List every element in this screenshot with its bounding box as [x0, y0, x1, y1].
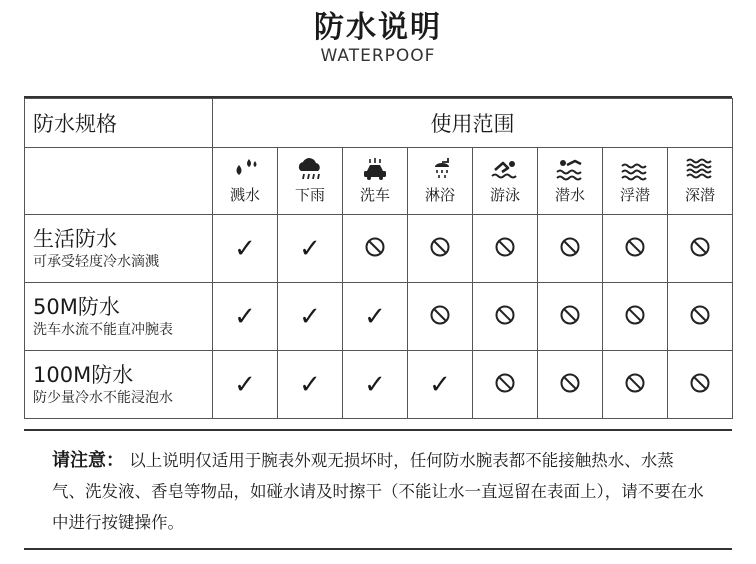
deep-waves-icon — [685, 157, 715, 181]
usage-col-carwash — [343, 148, 408, 215]
rain-cloud-icon — [295, 157, 325, 181]
row-desc: 防少量冷水不能浸泡水 — [33, 389, 173, 406]
row-desc: 可承受轻度冷水滴溅 — [33, 253, 159, 270]
prohibited-icon — [364, 236, 386, 258]
prohibited-icon — [494, 236, 516, 258]
mark-cell — [408, 351, 473, 419]
usage-col-snorkel — [603, 148, 668, 215]
usage-label: 溅水 — [229, 186, 260, 204]
check-mark-icon: ✓ — [234, 369, 256, 400]
prohibited-icon — [429, 236, 451, 258]
snorkel-waves-icon — [620, 157, 650, 181]
usage-label: 深潜 — [684, 186, 715, 204]
row-header — [25, 215, 213, 283]
mark-cell — [408, 215, 473, 283]
splash-drops-icon — [230, 157, 260, 181]
page-subtitle: WATERPOOF — [320, 46, 436, 66]
spec-row-100m — [25, 351, 733, 419]
mark-cell — [473, 283, 538, 351]
mark-cell — [538, 283, 603, 351]
mark-cell — [668, 351, 733, 419]
spec-row-50m — [25, 283, 733, 351]
mark-cell — [408, 283, 473, 351]
swimming-icon — [490, 157, 520, 181]
notice-text: 以上说明仅适用于腕表外观无损坏时，任何防水腕表都不能接触热水、水蒸气、洗发液、香皂等物品，如碰水请及时擦干（不能让水一直逗留在表面上），请不要在水中进行按键操作。 — [52, 451, 704, 532]
car-wash-icon — [360, 157, 390, 181]
prohibited-icon — [624, 236, 646, 258]
prohibited-icon — [429, 304, 451, 326]
prohibited-icon — [689, 304, 711, 326]
prohibited-icon — [689, 236, 711, 258]
mark-cell — [473, 215, 538, 283]
mark-cell — [213, 283, 278, 351]
usage-header: 使用范围 — [430, 112, 515, 136]
mark-cell — [603, 351, 668, 419]
usage-col-rain — [278, 148, 343, 215]
check-mark-icon: ✓ — [429, 369, 451, 400]
spec-header: 防水规格 — [33, 112, 117, 136]
spec-row-daily — [25, 215, 733, 283]
usage-label: 游泳 — [489, 186, 520, 204]
check-mark-icon: ✓ — [299, 233, 321, 264]
usage-label: 潜水 — [554, 186, 585, 204]
prohibited-icon — [624, 304, 646, 326]
usage-col-dive — [538, 148, 603, 215]
prohibited-icon — [559, 304, 581, 326]
blank-cell — [25, 148, 213, 215]
mark-cell — [668, 215, 733, 283]
diving-icon — [555, 157, 585, 181]
prohibited-icon — [559, 372, 581, 394]
mark-cell — [213, 351, 278, 419]
check-mark-icon: ✓ — [364, 369, 386, 400]
check-mark-icon: ✓ — [299, 369, 321, 400]
row-title: 100M防水 — [33, 362, 134, 387]
usage-col-deepdive — [668, 148, 733, 215]
prohibited-icon — [624, 372, 646, 394]
row-header — [25, 283, 213, 351]
row-title: 生活防水 — [33, 226, 117, 251]
mark-cell — [213, 215, 278, 283]
usage-label: 淋浴 — [424, 186, 455, 204]
spec-header-cell — [25, 99, 213, 148]
row-title: 50M防水 — [33, 294, 120, 319]
usage-col-shower — [408, 148, 473, 215]
usage-label: 浮潜 — [619, 186, 650, 204]
mark-cell — [603, 215, 668, 283]
mark-cell — [343, 215, 408, 283]
row-desc: 洗车水流不能直冲腕表 — [33, 321, 173, 338]
mark-cell — [278, 215, 343, 283]
row-header — [25, 351, 213, 419]
check-mark-icon: ✓ — [234, 233, 256, 264]
page-title: 防水说明 — [314, 10, 442, 45]
usage-label: 洗车 — [359, 186, 390, 204]
prohibited-icon — [689, 372, 711, 394]
mark-cell — [343, 351, 408, 419]
usage-header-cell — [213, 99, 733, 148]
usage-label: 下雨 — [294, 186, 325, 204]
notice-box — [24, 429, 732, 550]
mark-cell — [473, 351, 538, 419]
shower-icon — [425, 157, 455, 181]
mark-cell — [538, 351, 603, 419]
usage-col-splash — [213, 148, 278, 215]
waterproof-spec-table — [24, 98, 733, 419]
mark-cell — [343, 283, 408, 351]
prohibited-icon — [559, 236, 581, 258]
mark-cell — [278, 283, 343, 351]
prohibited-icon — [494, 304, 516, 326]
prohibited-icon — [494, 372, 516, 394]
mark-cell — [538, 215, 603, 283]
mark-cell — [603, 283, 668, 351]
check-mark-icon: ✓ — [299, 301, 321, 332]
mark-cell — [278, 351, 343, 419]
notice-label: 请注意： — [52, 450, 124, 471]
check-mark-icon: ✓ — [364, 301, 386, 332]
usage-col-swim — [473, 148, 538, 215]
mark-cell — [668, 283, 733, 351]
check-mark-icon: ✓ — [234, 301, 256, 332]
